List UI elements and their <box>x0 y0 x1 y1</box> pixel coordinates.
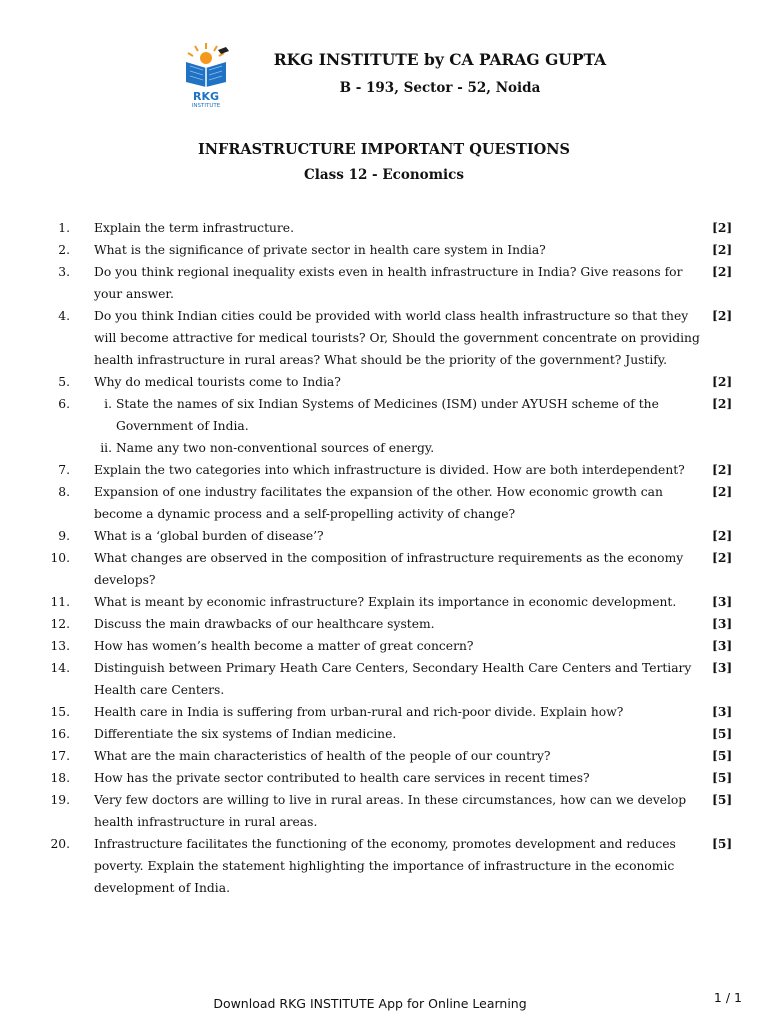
question-number: 11. <box>50 595 70 609</box>
question-text: What changes are observed in the composition of infrastructure requirements as the economy develops? <box>94 551 684 587</box>
question-text: Discuss the main drawbacks of our healthcare system. <box>94 617 435 631</box>
question-number: 14. <box>50 661 70 675</box>
question-number: 19. <box>50 793 70 807</box>
question-row <box>40 459 740 481</box>
question-marks: [2] <box>712 484 733 499</box>
question-marks: [2] <box>712 396 733 411</box>
question-number: 9. <box>58 529 70 543</box>
question-number: 18. <box>50 771 70 785</box>
question-text: What is meant by economic infrastructure? Explain its importance in economic development. <box>94 595 677 609</box>
question-marks: [2] <box>712 528 733 543</box>
question-row <box>40 789 740 833</box>
subquestion <box>94 437 706 459</box>
question-row <box>40 701 740 723</box>
subquestion-number: ii. <box>100 441 112 455</box>
question-marks: [2] <box>712 242 733 257</box>
question-text: Expansion of one industry facilitates the expansion of the other. How economic growth can become a dynamic process and a self-propelling activity of change? <box>94 485 663 521</box>
question-number: 16. <box>50 727 70 741</box>
footer-download-text: Download RKG INSTITUTE App for Online Learning <box>213 996 527 1011</box>
question-row <box>40 613 740 635</box>
question-number: 13. <box>50 639 70 653</box>
question-marks: [3] <box>712 638 733 653</box>
subquestion <box>94 393 706 437</box>
question-marks: [5] <box>712 792 733 807</box>
question-row <box>40 833 740 899</box>
question-marks: [3] <box>712 616 733 631</box>
question-row <box>40 635 740 657</box>
question-marks: [2] <box>712 462 733 477</box>
question-row <box>40 239 740 261</box>
question-text: Distinguish between Primary Heath Care Centers, Secondary Health Care Centers and Tertiary Health care Centers. <box>94 661 692 697</box>
question-marks: [2] <box>712 550 733 565</box>
question-number: 10. <box>50 551 70 565</box>
question-row <box>40 305 740 371</box>
question-number: 4. <box>58 309 70 323</box>
question-text: How has the private sector contributed to health care services in recent times? <box>94 771 590 785</box>
question-number: 6. <box>58 397 70 411</box>
question-text: Do you think regional inequality exists even in health infrastructure in India? Give reasons for your answer. <box>94 265 683 301</box>
question-marks: [3] <box>712 660 733 675</box>
question-number: 3. <box>58 265 70 279</box>
question-number: 1. <box>58 221 70 235</box>
question-text: How has women’s health become a matter of great concern? <box>94 639 474 653</box>
subquestion-text: Name any two non-conventional sources of energy. <box>116 441 435 455</box>
question-row <box>40 393 740 459</box>
question-marks: [2] <box>712 264 733 279</box>
question-number: 15. <box>50 705 70 719</box>
question-row <box>40 481 740 525</box>
question-number: 5. <box>58 375 70 389</box>
question-row <box>40 723 740 745</box>
question-marks: [5] <box>712 770 733 785</box>
question-text: Explain the two categories into which infrastructure is divided. How are both interdependent? <box>94 463 685 477</box>
svg-text:INSTITUTE: INSTITUTE <box>191 103 221 109</box>
question-row <box>40 591 740 613</box>
question-row <box>40 525 740 547</box>
question-marks: [5] <box>712 836 733 851</box>
question-text: Health care in India is suffering from urban-rural and rich-poor divide. Explain how? <box>94 705 624 719</box>
document-title: INFRASTRUCTURE IMPORTANT QUESTIONS <box>198 141 570 158</box>
question-number: 2. <box>58 243 70 257</box>
question-number: 12. <box>50 617 70 631</box>
question-text: What is the significance of private sector in health care system in India? <box>94 243 546 257</box>
institute-title: RKG INSTITUTE by CA PARAG GUPTA <box>273 50 607 69</box>
question-marks: [3] <box>712 594 733 609</box>
question-text: Why do medical tourists come to India? <box>94 375 341 389</box>
question-text: Do you think Indian cities could be provided with world class health infrastructure so that they will become attractive for medical tourists? Or, Should the government concentrate on providing health infrastructure in rural areas? What should be the priority of the government? Justify. <box>94 309 700 367</box>
question-number: 20. <box>50 837 70 851</box>
institute-address: B - 193, Sector - 52, Noida <box>339 80 541 96</box>
svg-text:RKG: RKG <box>192 90 220 103</box>
question-row <box>40 767 740 789</box>
question-marks: [5] <box>712 726 733 741</box>
question-number: 8. <box>58 485 70 499</box>
question-marks: [2] <box>712 220 733 235</box>
subquestion-text: State the names of six Indian Systems of Medicines (ISM) under AYUSH scheme of the Government of India. <box>116 397 659 433</box>
question-number: 7. <box>58 463 70 477</box>
question-marks: [2] <box>712 374 733 389</box>
question-row <box>40 217 740 239</box>
question-text: What is a ‘global burden of disease’? <box>94 529 324 543</box>
question-marks: [2] <box>712 308 733 323</box>
question-text: Differentiate the six systems of Indian medicine. <box>94 727 397 741</box>
question-subparts <box>94 393 706 459</box>
question-row <box>40 657 740 701</box>
document-subtitle: Class 12 - Economics <box>304 167 464 183</box>
question-text: Explain the term infrastructure. <box>94 221 294 235</box>
question-row <box>40 547 740 591</box>
question-row <box>40 371 740 393</box>
question-marks: [5] <box>712 748 733 763</box>
question-text: What are the main characteristics of health of the people of our country? <box>94 749 551 763</box>
question-text: Very few doctors are willing to live in rural areas. In these circumstances, how can we develop health infrastructure in rural areas. <box>94 793 687 829</box>
question-list <box>40 217 740 899</box>
question-text: Infrastructure facilitates the functioning of the economy, promotes development and reduces poverty. Explain the statement highlighting the importance of infrastructure in the economic development of India. <box>94 837 676 895</box>
question-marks: [3] <box>712 704 733 719</box>
subquestion-number: i. <box>104 397 112 411</box>
page-number: 1 / 1 <box>713 990 742 1005</box>
question-row <box>40 261 740 305</box>
question-row <box>40 745 740 767</box>
question-number: 17. <box>50 749 70 763</box>
